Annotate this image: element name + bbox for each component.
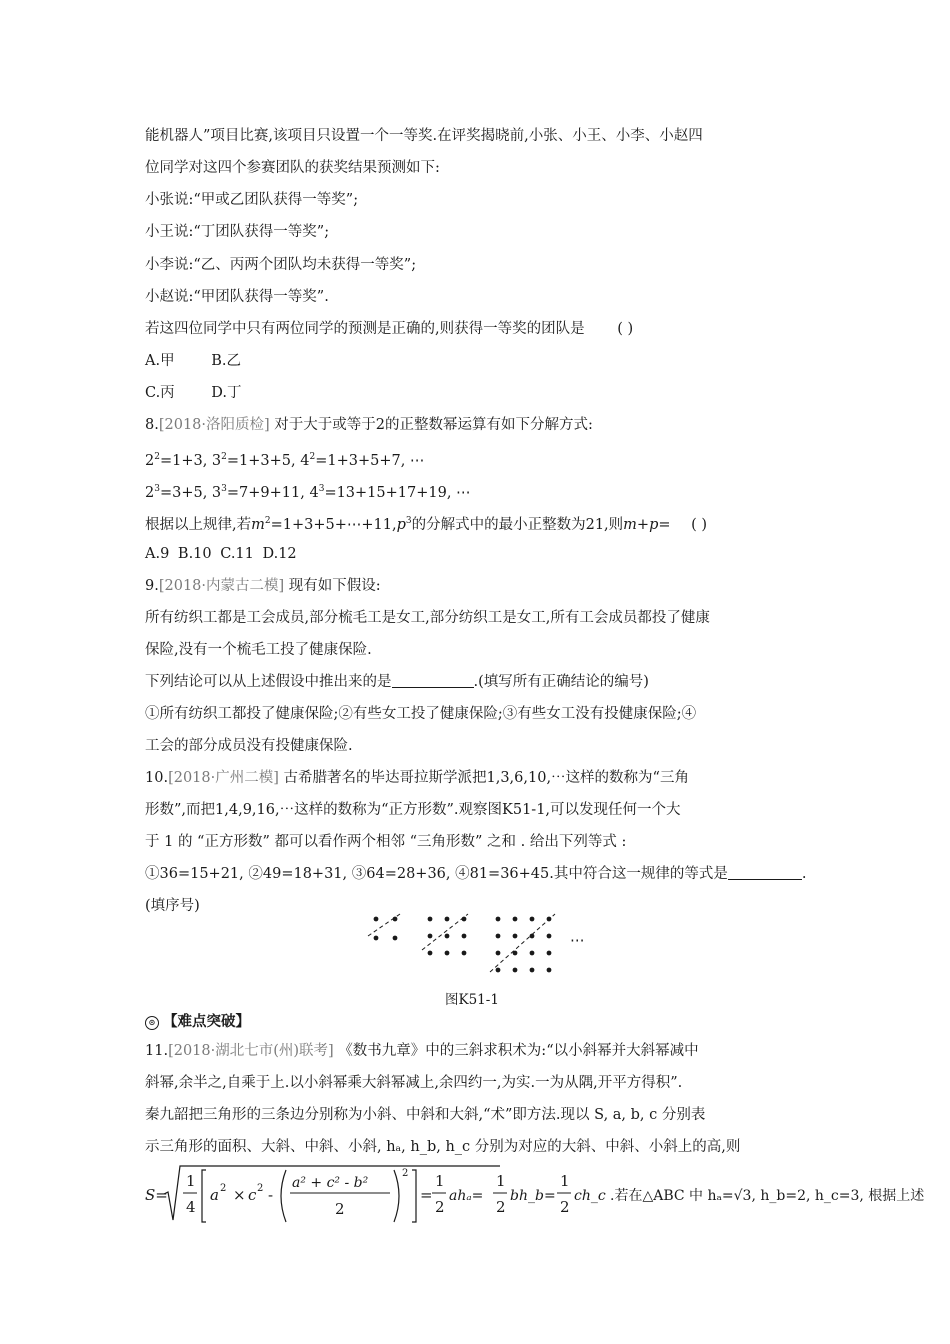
q8-cb-exp: 3 bbox=[318, 484, 325, 494]
half-den: 2 bbox=[435, 1198, 445, 1216]
q9-options-line2: 工会的部分成员没有投健康保险. bbox=[145, 738, 353, 754]
formula-a: a bbox=[210, 1186, 219, 1204]
term-aha: ahₐ= bbox=[449, 1188, 484, 1204]
figure-ellipsis: ⋯ bbox=[570, 933, 585, 949]
q8-sq-base: 2 bbox=[145, 453, 155, 469]
q8-cb-base: 2 bbox=[145, 485, 155, 501]
q7-wang-statement: 小王说:“丁团队获得一等奖”; bbox=[145, 224, 330, 240]
figure-k51-1 bbox=[360, 912, 600, 978]
q8-cb-seg: =3+5, 3 bbox=[159, 485, 222, 501]
figure-dot bbox=[496, 917, 501, 922]
frac-num-1: 1 bbox=[186, 1172, 196, 1190]
q7-options-row2 bbox=[145, 384, 242, 402]
half-num: 1 bbox=[435, 1172, 445, 1190]
q11-stem-line1: 《数书九章》中的三斜求积术为:“以小斜幂并大斜幂减中 bbox=[338, 1043, 699, 1059]
q11-header bbox=[145, 1042, 699, 1060]
q7-li-statement: 小李说:“乙、丙两个团队均未获得一等奖”; bbox=[145, 257, 417, 273]
q7-option-d: D.丁 bbox=[211, 385, 242, 401]
figure-dot bbox=[547, 951, 552, 956]
figure-dot bbox=[462, 951, 467, 956]
q8-squares-line bbox=[145, 448, 424, 470]
q7-option-c: C.丙 bbox=[145, 385, 175, 401]
bracket-right bbox=[412, 1170, 416, 1222]
half-num: 1 bbox=[560, 1172, 570, 1190]
q8-cb-exp: 3 bbox=[221, 484, 227, 494]
q8-var-mp: m+p= bbox=[623, 517, 671, 533]
figure-dot bbox=[547, 934, 552, 939]
numerator-expr: a² + c² - b² bbox=[292, 1175, 369, 1191]
figure-dot bbox=[445, 951, 450, 956]
q8-cb-seg: =7+9+11, 4 bbox=[226, 485, 319, 501]
q7-question-text: 若这四位同学中只有两位同学的预测是正确的,则获得一等奖的团队是 bbox=[145, 321, 585, 337]
figure-dot bbox=[513, 968, 518, 973]
target-icon: ⊙ bbox=[145, 1016, 159, 1030]
q7-stem-line2: 位同学对这四个参赛团队的获奖结果预测如下: bbox=[145, 160, 440, 176]
q9-intro: 现有如下假设: bbox=[288, 578, 381, 594]
q8-header bbox=[145, 416, 593, 434]
q7-option-b: B.乙 bbox=[211, 353, 241, 369]
q8-sq-exp: 2 bbox=[221, 452, 227, 462]
q9-ask bbox=[145, 673, 649, 691]
figure-dot bbox=[393, 936, 398, 941]
denominator-2: 2 bbox=[335, 1200, 345, 1218]
q10-equations bbox=[145, 865, 806, 883]
formula-eq: = bbox=[420, 1186, 433, 1204]
q8-var-m: m bbox=[251, 517, 265, 533]
half-den: 2 bbox=[560, 1198, 570, 1216]
q9-answer-blank[interactable] bbox=[392, 673, 474, 688]
q10-stem-line3: 于 1 的 “正方形数” 都可以看作两个相邻 “三角形数” 之和 . 给出下列等式 : bbox=[145, 834, 627, 850]
q8-question: 根据以上规律,若$m^2=1+3+5+\cdots+11,p^3$的分解式中的最小正整数为21,则m+p= ( ) bbox=[145, 516, 708, 533]
figure-caption: 图K51-1 bbox=[445, 992, 499, 1008]
q7-answer-paren: ( ) bbox=[617, 321, 634, 337]
q10-fill-hint: (填序号) bbox=[145, 898, 200, 914]
q8-sq-seg: =1+3+5, 4 bbox=[226, 453, 310, 469]
q8-intro: 对于大于或等于2的正整数幂运算有如下分解方式: bbox=[274, 417, 593, 433]
q8-var-p: p bbox=[396, 517, 406, 533]
q7-question bbox=[145, 320, 633, 338]
q9-premise-line1: 所有纺织工都是工会成员,部分梳毛工是女工,部分纺织工是女工,所有工会成员都投了健康 bbox=[145, 610, 710, 626]
q10-number: 10. bbox=[145, 770, 169, 786]
q10-equations-text: ①36=15+21, ②49=18+31, ③64=28+36, ④81=36+45.其中符合这一规律的等式是 bbox=[145, 866, 728, 882]
q8-options: A.9 B.10 C.11 D.12 bbox=[145, 546, 297, 562]
q8-cb-exp: 3 bbox=[154, 484, 160, 494]
figure-dot bbox=[530, 917, 535, 922]
q7-zhao-statement: 小赵说:“甲团队获得一等奖”. bbox=[145, 289, 329, 305]
q7-options-row1 bbox=[145, 352, 241, 370]
frac-den-4: 4 bbox=[186, 1198, 196, 1216]
figure-dot bbox=[513, 934, 518, 939]
q10-period: . bbox=[801, 866, 807, 882]
q8-sq-exp: 2 bbox=[154, 452, 160, 462]
q8-answer-paren: ( ) bbox=[691, 517, 708, 533]
formula-minus: - bbox=[268, 1186, 274, 1204]
paren-left bbox=[281, 1170, 286, 1222]
q10-header bbox=[145, 769, 689, 787]
figure-divider-line bbox=[490, 914, 555, 972]
q8-source: [2018·洛阳质检] bbox=[158, 417, 270, 433]
half-num: 1 bbox=[496, 1172, 506, 1190]
figure-dot bbox=[496, 934, 501, 939]
figure-dot bbox=[428, 934, 433, 939]
q8-number: 8. bbox=[145, 417, 159, 433]
bracket-left bbox=[202, 1170, 206, 1222]
q11-stem-line4: 示三角形的面积、大斜、中斜、小斜, hₐ, h_b, h_c 分别为对应的大斜、中斜、小斜上的高,则 bbox=[145, 1139, 741, 1155]
q8-cubes-line bbox=[145, 480, 471, 502]
section-heading bbox=[145, 1010, 250, 1031]
q8-sq-seg: =1+3, 3 bbox=[159, 453, 222, 469]
q11-stem-line3: 秦九韶把三角形的三条边分别称为小斜、中斜和大斜,“术”即方法.现以 S, a, b, c 分别表 bbox=[145, 1107, 706, 1123]
q7-option-a: A.甲 bbox=[145, 353, 175, 369]
figure-dot bbox=[496, 951, 501, 956]
figure-dot bbox=[374, 917, 379, 922]
q9-source: [2018·内蒙古二模] bbox=[158, 578, 285, 594]
svg-text:2: 2 bbox=[257, 1183, 264, 1194]
q7-zhang-statement: 小张说:“甲或乙团队获得一等奖”; bbox=[145, 192, 359, 208]
figure-dot bbox=[530, 968, 535, 973]
q10-source: [2018·广州二模] bbox=[168, 770, 279, 786]
term-bhb: bh_b= bbox=[510, 1188, 556, 1204]
formula-times: × bbox=[233, 1186, 246, 1204]
heron-formula bbox=[140, 1160, 925, 1230]
q10-stem-line2: 形数”,而把1,4,9,16,⋯这样的数称为“正方形数”.观察图K51-1,可以发现任何一个大 bbox=[145, 802, 681, 818]
figure-dot bbox=[513, 917, 518, 922]
figure-dot bbox=[530, 951, 535, 956]
q8-sq-exp: 2 bbox=[309, 452, 316, 462]
q11-stem-line2: 斜幂,余半之,自乘于上.以小斜幂乘大斜幂减上,余四约一,为实.一为从隅,开平方得积”. bbox=[145, 1075, 683, 1091]
figure-dot bbox=[445, 917, 450, 922]
q9-ask-text: 下列结论可以从上述假设中推出来的是 bbox=[145, 674, 392, 690]
figure-dot bbox=[428, 917, 433, 922]
figure-dot bbox=[374, 936, 379, 941]
q8-sq-seg: =1+3+5+7, ⋯ bbox=[315, 453, 425, 469]
svg-text:2: 2 bbox=[220, 1183, 227, 1194]
q8-question-part: =1+3+5+⋯+11, bbox=[270, 517, 397, 533]
formula-c: c bbox=[248, 1186, 257, 1204]
q10-stem-line1: 古希腊著名的毕达哥拉斯学派把1,3,6,10,⋯这样的数称为“三角 bbox=[283, 770, 689, 786]
q9-ask-suffix: .(填写所有正确结论的编号) bbox=[473, 674, 649, 690]
q7-stem-line1: 能机器人”项目比赛,该项目只设置一个一等奖.在评奖揭晓前,小张、小王、小李、小赵四 bbox=[145, 128, 703, 144]
formula-tail: .若在△ABC 中 hₐ=√3, h_b=2, h_c=3, 根据上述 bbox=[610, 1188, 925, 1204]
figure-dot bbox=[445, 934, 450, 939]
q11-source: [2018·湖北七市(州)联考] bbox=[168, 1043, 334, 1059]
q8-question-part: 根据以上规律,若 bbox=[145, 517, 252, 533]
figure-dot bbox=[462, 934, 467, 939]
svg-text:2: 2 bbox=[402, 1168, 409, 1179]
q9-options-line1: ①所有纺织工都投了健康保险;②有些女工投了健康保险;③有些女工没有投健康保险;④ bbox=[145, 706, 697, 722]
q9-header bbox=[145, 577, 381, 595]
figure-dot bbox=[547, 968, 552, 973]
formula-S: S= bbox=[145, 1186, 168, 1204]
q9-number: 9. bbox=[145, 578, 159, 594]
q8-question-part: 的分解式中的最小正整数为21,则 bbox=[411, 517, 624, 533]
figure-dot bbox=[496, 968, 501, 973]
section-title: 【难点突破】 bbox=[163, 1014, 250, 1030]
q9-premise-line2: 保险,没有一个梳毛工投了健康保险. bbox=[145, 642, 372, 658]
figure-dot bbox=[428, 951, 433, 956]
paren-right bbox=[394, 1170, 399, 1222]
term-chc: ch_c bbox=[574, 1188, 606, 1204]
q10-answer-blank[interactable] bbox=[728, 865, 802, 880]
half-den: 2 bbox=[496, 1198, 506, 1216]
q8-cb-seg: =13+15+17+19, ⋯ bbox=[324, 485, 471, 501]
q11-number: 11. bbox=[145, 1043, 169, 1059]
